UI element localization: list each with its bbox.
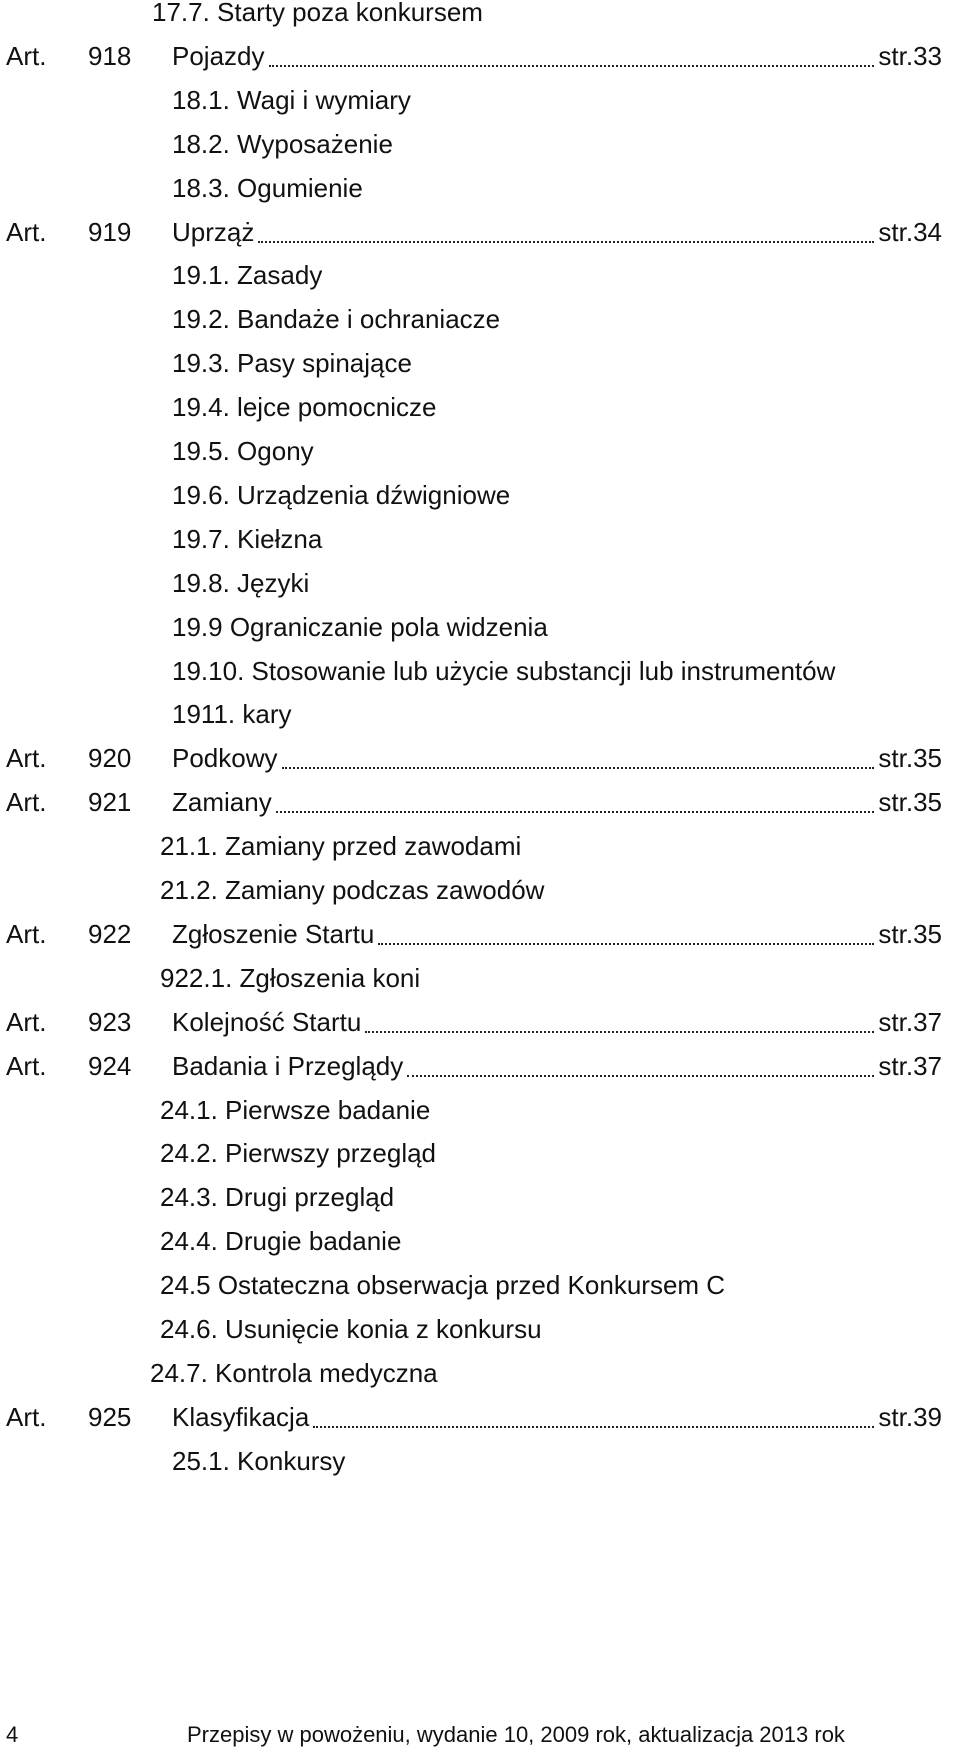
dot-leader [365,1031,874,1033]
subsection-text: 25.1. Konkursy [172,1445,346,1476]
article-number: 920 [88,743,132,774]
article-label: Art. [6,1006,47,1037]
article-number: 925 [88,1401,132,1432]
article-number: 918 [88,40,132,71]
subsection-text: 24.1. Pierwsze badanie [160,1094,431,1125]
toc-subsection-entry [0,958,960,998]
article-label: Art. [6,743,47,774]
subsection-text: 19.2. Bandaże i ochraniacze [172,304,501,335]
toc-subsection-entry [0,1441,960,1481]
subsection-text: 24.3. Drugi przegląd [160,1182,395,1213]
toc-subsection-entry [0,694,960,734]
subsection-text: 24.6. Usunięcie konia z konkursu [160,1314,542,1344]
article-page-ref: str.37 [878,1050,942,1081]
toc-subsection-entry [0,124,960,164]
subsection-text: 19.10. Stosowanie lub użycie substancji lub instrumentów [172,655,836,686]
toc-subsection-entry [0,651,960,691]
toc-subsection-entry [0,387,960,427]
toc-subsection-entry [0,343,960,383]
article-page-ref: str.33 [878,40,942,71]
toc-subsection-entry [0,299,960,339]
article-label: Art. [6,40,47,71]
subsection-text: 19.1. Zasady [172,260,323,291]
dot-leader [407,1075,874,1077]
footer-text: Przepisy w powożeniu, wydanie 10, 2009 rok, aktualizacja 2013 rok [187,1722,845,1747]
article-label: Art. [6,918,47,949]
subsection-text: 19.4. lejce pomocnicze [172,392,437,423]
dot-leader [276,811,875,813]
subsection-text: 18.1. Wagi i wymiary [172,84,411,115]
subsection-text: 19.5. Ogony [172,436,314,466]
article-page-ref: str.39 [878,1401,942,1432]
dot-leader [258,241,874,243]
toc-article-entry [0,1046,960,1086]
subsection-text: 19.7. Kiełzna [172,523,323,554]
subsection-text: 19.9 Ograniczanie pola widzenia [172,611,548,642]
subsection-text: 24.5 Ostateczna obserwacja przed Konkursem C [160,1270,726,1301]
toc-subsection-entry [0,431,960,471]
subsection-text: 1911. kary [172,699,292,730]
article-number: 924 [88,1050,132,1081]
article-number: 921 [88,787,132,818]
toc-subsection-entry [0,168,960,208]
article-page-ref: str.35 [878,743,942,774]
subsection-text: 21.1. Zamiany przed zawodami [160,831,522,862]
page-footer [0,1720,960,1750]
article-label: Art. [6,1050,47,1081]
article-number: 923 [88,1006,132,1037]
article-title: Zgłoszenie Startu [172,918,375,949]
article-title: Klasyfikacja [172,1401,310,1432]
toc-article-entry [0,36,960,76]
article-page-ref: str.34 [878,216,942,247]
toc-subsection-entry [0,0,960,32]
subsection-text: 17.7. Starty poza konkursem [152,0,483,27]
toc-subsection-entry [0,255,960,295]
footer-page-number: 4 [6,1722,19,1747]
dot-leader [313,1426,874,1428]
toc-subsection-entry [0,519,960,559]
subsection-text: 922.1. Zgłoszenia koni [160,962,421,993]
subsection-text: 24.7. Kontrola medyczna [150,1357,438,1388]
article-number: 919 [88,216,132,247]
article-title: Zamiany [172,787,272,818]
article-title: Kolejność Startu [172,1006,362,1037]
toc-article-entry [0,782,960,822]
article-title: Badania i Przeglądy [172,1050,404,1081]
article-label: Art. [6,1401,47,1432]
article-page-ref: str.37 [878,1006,942,1037]
toc-article-entry [0,1002,960,1042]
article-page-ref: str.35 [878,918,942,949]
toc-subsection-entry [0,563,960,603]
toc-subsection-entry [0,826,960,866]
article-number: 922 [88,918,132,949]
toc-subsection-entry [0,870,960,910]
subsection-text: 19.8. Języki [172,567,310,598]
subsection-text: 18.2. Wyposażenie [172,128,393,159]
subsection-text: 19.6. Urządzenia dźwigniowe [172,479,511,510]
toc-article-entry [0,738,960,778]
toc-subsection-entry [0,1353,960,1393]
article-title: Podkowy [172,743,278,774]
article-page-ref: str.35 [878,787,942,818]
article-label: Art. [6,787,47,818]
subsection-text: 21.2. Zamiany podczas zawodów [160,875,545,905]
toc-subsection-entry [0,1133,960,1173]
toc-subsection-entry [0,607,960,647]
article-title: Uprząż [172,216,255,247]
toc-article-entry [0,1397,960,1437]
subsection-text: 19.3. Pasy spinające [172,348,412,379]
toc-subsection-entry [0,1309,960,1349]
toc-article-entry [0,212,960,252]
toc-subsection-entry [0,1090,960,1130]
dot-leader [378,943,874,945]
dot-leader [269,65,875,67]
article-label: Art. [6,216,47,247]
subsection-text: 24.2. Pierwszy przegląd [160,1138,437,1169]
dot-leader [282,767,875,769]
toc-subsection-entry [0,80,960,120]
subsection-text: 24.4. Drugie badanie [160,1226,402,1257]
toc-subsection-entry [0,1265,960,1305]
toc-subsection-entry [0,1177,960,1217]
article-title: Pojazdy [172,40,265,71]
toc-subsection-entry [0,1221,960,1261]
toc-subsection-entry [0,475,960,515]
subsection-text: 18.3. Ogumienie [172,172,363,203]
toc-article-entry [0,914,960,954]
